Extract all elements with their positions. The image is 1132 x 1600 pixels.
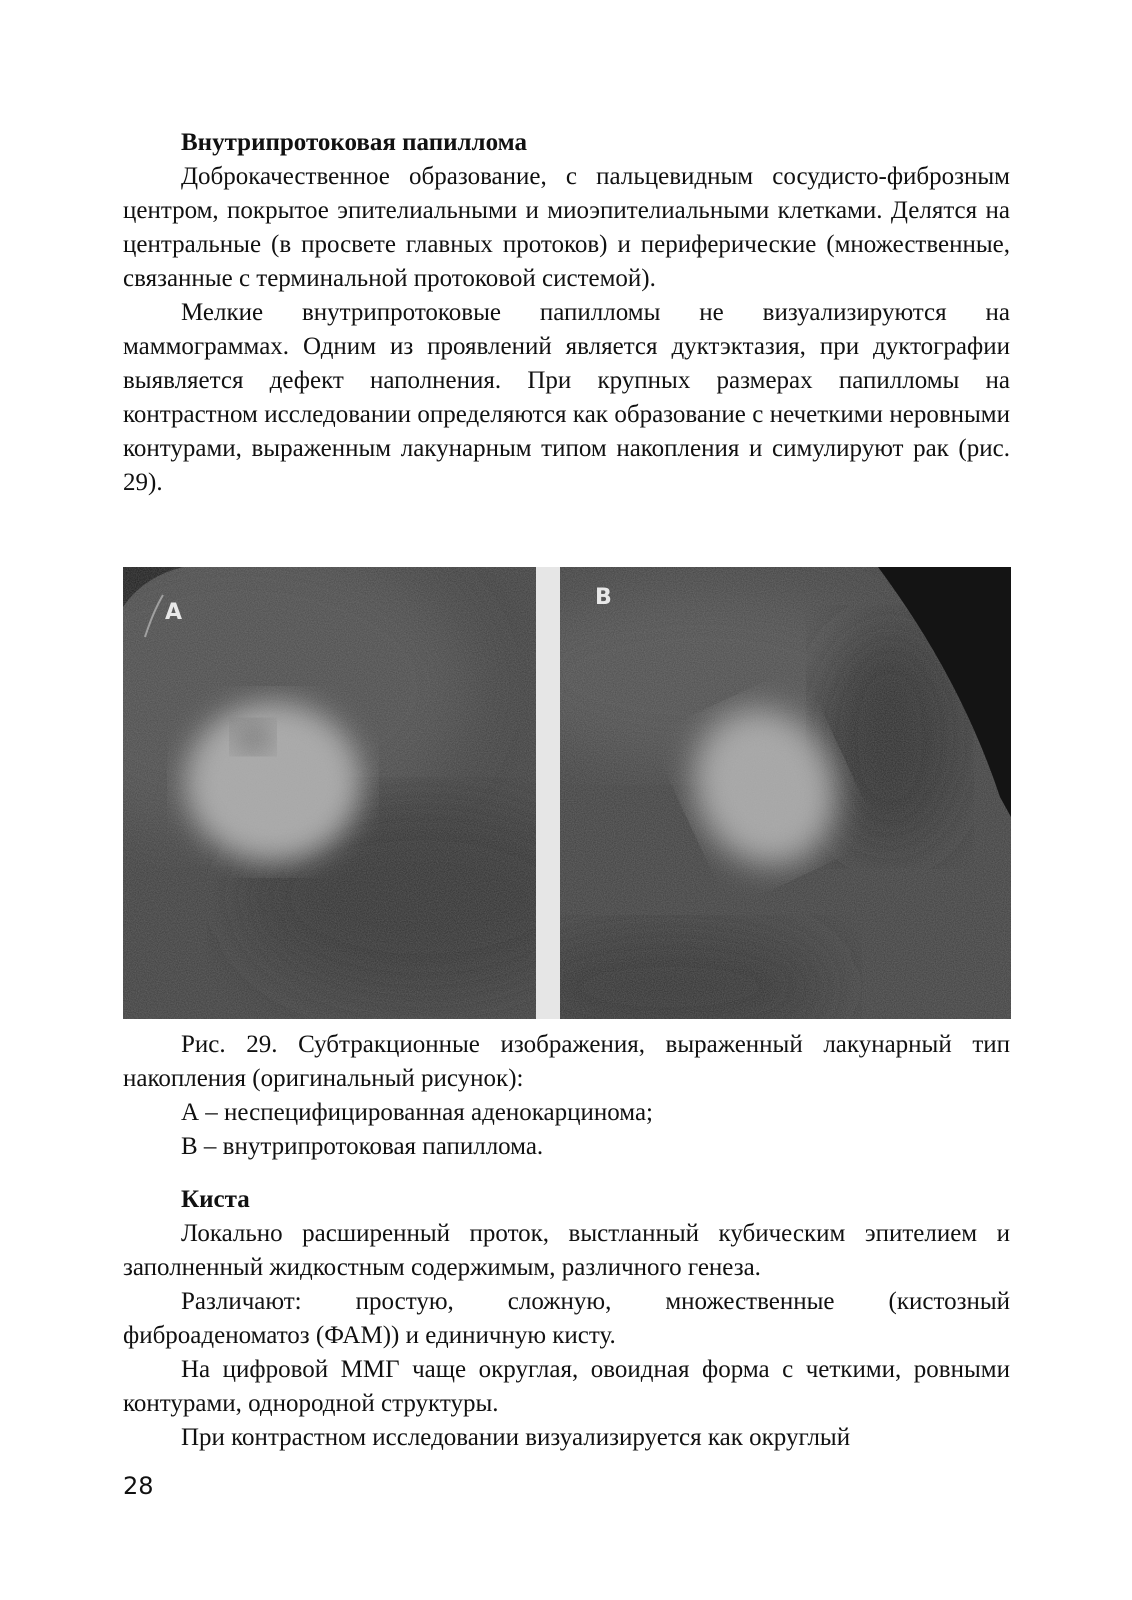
paragraph: При контрастном исследовании визуализируется как округлый xyxy=(181,1424,851,1451)
page-number: 28 xyxy=(123,1472,154,1500)
figure-panel-b xyxy=(560,567,1011,1019)
paragraph: Доброкачественное образование, с пальцевидным сосудисто-фиброзным центром, покрытое эпителиальными и миоэпителиальными клетками. Делятся на центральные (в просвете главных протоков) и периферические (множественные, связанные с терминальной протоковой системой). xyxy=(123,163,1010,292)
figure-caption xyxy=(123,1028,1010,1164)
mammogram-image-a xyxy=(123,567,536,1019)
paragraph: Локально расширенный проток, выстланный кубическим эпителием и заполненный жидкостным содержимым, различного генеза. xyxy=(123,1220,1010,1281)
caption-item: В – внутрипротоковая папиллома. xyxy=(181,1133,544,1160)
paragraph: Мелкие внутрипротоковые папилломы не визуализируются на маммограммах. Одним из проявлений является дуктэктазия, при дуктографии выявляется дефект наполнения. При крупных размерах папилломы на контрастном исследовании определяются как образование с нечеткими неровными контурами, выраженным лакунарным типом накопления и симулируют рак (рис. 29). xyxy=(123,299,1010,496)
paragraph: На цифровой ММГ чаще округлая, овоидная форма с четкими, ровными контурами, однородной структуры. xyxy=(123,1356,1010,1417)
figure-panel-a xyxy=(123,567,536,1019)
section-papilloma xyxy=(123,126,1010,500)
section-cyst xyxy=(123,1183,1010,1455)
caption-item: А – неспецифицированная аденокарцинома; xyxy=(181,1099,653,1126)
caption-text: Рис. 29. Субтракционные изображения, выраженный лакунарный тип накопления (оригинальный рисунок): xyxy=(123,1031,1010,1092)
figure-29 xyxy=(123,567,1011,1019)
panel-label-b: B xyxy=(595,585,612,610)
section-heading: Внутрипротоковая папиллома xyxy=(181,129,527,156)
panel-label-a: A xyxy=(165,600,183,625)
section-heading: Киста xyxy=(181,1186,250,1213)
paragraph: Различают: простую, сложную, множественные (кистозный фиброаденоматоз (ФАМ)) и единичную кисту. xyxy=(123,1288,1010,1349)
mammogram-image-b xyxy=(560,567,1011,1019)
